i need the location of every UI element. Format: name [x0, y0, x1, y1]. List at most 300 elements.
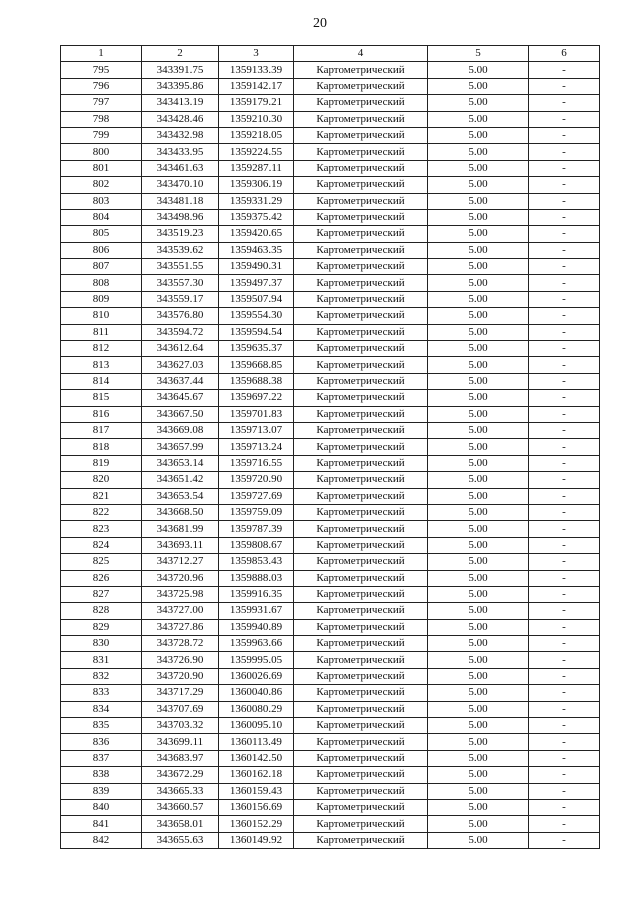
y-coordinate-cell: 1359554.30 — [219, 308, 294, 324]
x-coordinate-cell: 343651.42 — [142, 472, 219, 488]
point-number-cell: 810 — [61, 308, 142, 324]
note-cell: - — [529, 799, 600, 815]
point-number-cell: 817 — [61, 422, 142, 438]
x-coordinate-cell: 343665.33 — [142, 783, 219, 799]
column-header: 5 — [428, 46, 529, 62]
method-cell: Картометрический — [294, 439, 428, 455]
table-row — [61, 95, 600, 111]
y-coordinate-cell: 1359759.09 — [219, 504, 294, 520]
x-coordinate-cell: 343668.50 — [142, 504, 219, 520]
point-number-cell: 803 — [61, 193, 142, 209]
y-coordinate-cell: 1359713.24 — [219, 439, 294, 455]
x-coordinate-cell: 343720.90 — [142, 668, 219, 684]
point-number-cell: 837 — [61, 750, 142, 766]
y-coordinate-cell: 1360149.92 — [219, 832, 294, 848]
table-row — [61, 472, 600, 488]
accuracy-cell: 5.00 — [428, 472, 529, 488]
note-cell: - — [529, 357, 600, 373]
point-number-cell: 824 — [61, 537, 142, 553]
x-coordinate-cell: 343683.97 — [142, 750, 219, 766]
table-row — [61, 406, 600, 422]
y-coordinate-cell: 1360113.49 — [219, 734, 294, 750]
method-cell: Картометрический — [294, 193, 428, 209]
accuracy-cell: 5.00 — [428, 504, 529, 520]
note-cell: - — [529, 504, 600, 520]
method-cell: Картометрический — [294, 127, 428, 143]
method-cell: Картометрический — [294, 455, 428, 471]
table-row — [61, 160, 600, 176]
method-cell: Картометрический — [294, 291, 428, 307]
y-coordinate-cell: 1359218.05 — [219, 127, 294, 143]
column-header: 2 — [142, 46, 219, 62]
table-row — [61, 308, 600, 324]
point-number-cell: 842 — [61, 832, 142, 848]
method-cell: Картометрический — [294, 357, 428, 373]
note-cell: - — [529, 439, 600, 455]
note-cell: - — [529, 783, 600, 799]
table-row — [61, 537, 600, 553]
accuracy-cell: 5.00 — [428, 324, 529, 340]
accuracy-cell: 5.00 — [428, 111, 529, 127]
x-coordinate-cell: 343539.62 — [142, 242, 219, 258]
note-cell: - — [529, 767, 600, 783]
method-cell: Картометрический — [294, 668, 428, 684]
y-coordinate-cell: 1359940.89 — [219, 619, 294, 635]
table-row — [61, 521, 600, 537]
accuracy-cell: 5.00 — [428, 422, 529, 438]
point-number-cell: 821 — [61, 488, 142, 504]
method-cell: Картометрический — [294, 226, 428, 242]
point-number-cell: 814 — [61, 373, 142, 389]
accuracy-cell: 5.00 — [428, 373, 529, 389]
table-row — [61, 422, 600, 438]
x-coordinate-cell: 343658.01 — [142, 816, 219, 832]
point-number-cell: 829 — [61, 619, 142, 635]
method-cell: Картометрический — [294, 783, 428, 799]
accuracy-cell: 5.00 — [428, 177, 529, 193]
table-row — [61, 767, 600, 783]
method-cell: Картометрический — [294, 570, 428, 586]
note-cell: - — [529, 259, 600, 275]
x-coordinate-cell: 343655.63 — [142, 832, 219, 848]
table-row — [61, 242, 600, 258]
point-number-cell: 808 — [61, 275, 142, 291]
note-cell: - — [529, 324, 600, 340]
note-cell: - — [529, 226, 600, 242]
note-cell: - — [529, 685, 600, 701]
x-coordinate-cell: 343726.90 — [142, 652, 219, 668]
note-cell: - — [529, 291, 600, 307]
point-number-cell: 833 — [61, 685, 142, 701]
method-cell: Картометрический — [294, 537, 428, 553]
note-cell: - — [529, 603, 600, 619]
x-coordinate-cell: 343727.86 — [142, 619, 219, 635]
table-row — [61, 111, 600, 127]
y-coordinate-cell: 1359287.11 — [219, 160, 294, 176]
column-header: 4 — [294, 46, 428, 62]
x-coordinate-cell: 343432.98 — [142, 127, 219, 143]
table-row — [61, 832, 600, 848]
method-cell: Картометрический — [294, 685, 428, 701]
table-row — [61, 504, 600, 520]
x-coordinate-cell: 343551.55 — [142, 259, 219, 275]
x-coordinate-cell: 343481.18 — [142, 193, 219, 209]
y-coordinate-cell: 1359668.85 — [219, 357, 294, 373]
y-coordinate-cell: 1359716.55 — [219, 455, 294, 471]
note-cell: - — [529, 308, 600, 324]
x-coordinate-cell: 343653.54 — [142, 488, 219, 504]
y-coordinate-cell: 1360152.29 — [219, 816, 294, 832]
y-coordinate-cell: 1360026.69 — [219, 668, 294, 684]
table-row — [61, 718, 600, 734]
method-cell: Картометрический — [294, 406, 428, 422]
x-coordinate-cell: 343707.69 — [142, 701, 219, 717]
y-coordinate-cell: 1359375.42 — [219, 209, 294, 225]
y-coordinate-cell: 1359853.43 — [219, 554, 294, 570]
note-cell: - — [529, 95, 600, 111]
accuracy-cell: 5.00 — [428, 570, 529, 586]
note-cell: - — [529, 718, 600, 734]
method-cell: Картометрический — [294, 242, 428, 258]
method-cell: Картометрический — [294, 422, 428, 438]
y-coordinate-cell: 1359635.37 — [219, 341, 294, 357]
method-cell: Картометрический — [294, 652, 428, 668]
accuracy-cell: 5.00 — [428, 718, 529, 734]
x-coordinate-cell: 343669.08 — [142, 422, 219, 438]
table-row — [61, 62, 600, 78]
accuracy-cell: 5.00 — [428, 603, 529, 619]
note-cell: - — [529, 160, 600, 176]
note-cell: - — [529, 554, 600, 570]
point-number-cell: 799 — [61, 127, 142, 143]
method-cell: Картометрический — [294, 603, 428, 619]
method-cell: Картометрический — [294, 504, 428, 520]
accuracy-cell: 5.00 — [428, 308, 529, 324]
point-number-cell: 801 — [61, 160, 142, 176]
y-coordinate-cell: 1359306.19 — [219, 177, 294, 193]
note-cell: - — [529, 373, 600, 389]
x-coordinate-cell: 343433.95 — [142, 144, 219, 160]
y-coordinate-cell: 1359224.55 — [219, 144, 294, 160]
note-cell: - — [529, 488, 600, 504]
point-number-cell: 831 — [61, 652, 142, 668]
point-number-cell: 798 — [61, 111, 142, 127]
x-coordinate-cell: 343391.75 — [142, 62, 219, 78]
point-number-cell: 804 — [61, 209, 142, 225]
note-cell: - — [529, 209, 600, 225]
note-cell: - — [529, 832, 600, 848]
table-row — [61, 701, 600, 717]
note-cell: - — [529, 275, 600, 291]
accuracy-cell: 5.00 — [428, 209, 529, 225]
accuracy-cell: 5.00 — [428, 832, 529, 848]
accuracy-cell: 5.00 — [428, 62, 529, 78]
method-cell: Картометрический — [294, 816, 428, 832]
point-number-cell: 820 — [61, 472, 142, 488]
y-coordinate-cell: 1359420.65 — [219, 226, 294, 242]
x-coordinate-cell: 343461.63 — [142, 160, 219, 176]
table-row — [61, 783, 600, 799]
accuracy-cell: 5.00 — [428, 341, 529, 357]
method-cell: Картометрический — [294, 341, 428, 357]
method-cell: Картометрический — [294, 832, 428, 848]
point-number-cell: 834 — [61, 701, 142, 717]
note-cell: - — [529, 586, 600, 602]
table-row — [61, 816, 600, 832]
y-coordinate-cell: 1359133.39 — [219, 62, 294, 78]
point-number-cell: 832 — [61, 668, 142, 684]
y-coordinate-cell: 1359594.54 — [219, 324, 294, 340]
point-number-cell: 813 — [61, 357, 142, 373]
accuracy-cell: 5.00 — [428, 636, 529, 652]
point-number-cell: 838 — [61, 767, 142, 783]
accuracy-cell: 5.00 — [428, 193, 529, 209]
column-header: 6 — [529, 46, 600, 62]
y-coordinate-cell: 1359995.05 — [219, 652, 294, 668]
note-cell: - — [529, 472, 600, 488]
point-number-cell: 823 — [61, 521, 142, 537]
accuracy-cell: 5.00 — [428, 439, 529, 455]
note-cell: - — [529, 242, 600, 258]
note-cell: - — [529, 127, 600, 143]
table-row — [61, 455, 600, 471]
y-coordinate-cell: 1359331.29 — [219, 193, 294, 209]
point-number-cell: 802 — [61, 177, 142, 193]
y-coordinate-cell: 1359179.21 — [219, 95, 294, 111]
x-coordinate-cell: 343470.10 — [142, 177, 219, 193]
y-coordinate-cell: 1360095.10 — [219, 718, 294, 734]
y-coordinate-cell: 1359916.35 — [219, 586, 294, 602]
x-coordinate-cell: 343519.23 — [142, 226, 219, 242]
column-header: 1 — [61, 46, 142, 62]
x-coordinate-cell: 343559.17 — [142, 291, 219, 307]
point-number-cell: 807 — [61, 259, 142, 275]
method-cell: Картометрический — [294, 308, 428, 324]
x-coordinate-cell: 343699.11 — [142, 734, 219, 750]
table-row — [61, 144, 600, 160]
x-coordinate-cell: 343717.29 — [142, 685, 219, 701]
point-number-cell: 835 — [61, 718, 142, 734]
y-coordinate-cell: 1360159.43 — [219, 783, 294, 799]
method-cell: Картометрический — [294, 472, 428, 488]
x-coordinate-cell: 343681.99 — [142, 521, 219, 537]
x-coordinate-cell: 343712.27 — [142, 554, 219, 570]
table-row — [61, 341, 600, 357]
method-cell: Картометрический — [294, 554, 428, 570]
accuracy-cell: 5.00 — [428, 406, 529, 422]
note-cell: - — [529, 111, 600, 127]
accuracy-cell: 5.00 — [428, 455, 529, 471]
accuracy-cell: 5.00 — [428, 619, 529, 635]
table-row — [61, 586, 600, 602]
table-row — [61, 357, 600, 373]
accuracy-cell: 5.00 — [428, 799, 529, 815]
point-number-cell: 819 — [61, 455, 142, 471]
table-row — [61, 554, 600, 570]
note-cell: - — [529, 652, 600, 668]
note-cell: - — [529, 734, 600, 750]
point-number-cell: 827 — [61, 586, 142, 602]
y-coordinate-cell: 1359808.67 — [219, 537, 294, 553]
note-cell: - — [529, 62, 600, 78]
note-cell: - — [529, 619, 600, 635]
note-cell: - — [529, 341, 600, 357]
x-coordinate-cell: 343728.72 — [142, 636, 219, 652]
y-coordinate-cell: 1359507.94 — [219, 291, 294, 307]
accuracy-cell: 5.00 — [428, 668, 529, 684]
table-row — [61, 734, 600, 750]
y-coordinate-cell: 1360142.50 — [219, 750, 294, 766]
table-row — [61, 750, 600, 766]
method-cell: Картометрический — [294, 324, 428, 340]
table-row — [61, 390, 600, 406]
accuracy-cell: 5.00 — [428, 767, 529, 783]
x-coordinate-cell: 343660.57 — [142, 799, 219, 815]
y-coordinate-cell: 1359697.22 — [219, 390, 294, 406]
point-number-cell: 839 — [61, 783, 142, 799]
table-row — [61, 324, 600, 340]
point-number-cell: 811 — [61, 324, 142, 340]
table-row — [61, 78, 600, 94]
table-row — [61, 259, 600, 275]
accuracy-cell: 5.00 — [428, 275, 529, 291]
x-coordinate-cell: 343428.46 — [142, 111, 219, 127]
accuracy-cell: 5.00 — [428, 488, 529, 504]
accuracy-cell: 5.00 — [428, 750, 529, 766]
x-coordinate-cell: 343413.19 — [142, 95, 219, 111]
table-row — [61, 177, 600, 193]
accuracy-cell: 5.00 — [428, 586, 529, 602]
y-coordinate-cell: 1359713.07 — [219, 422, 294, 438]
point-number-cell: 796 — [61, 78, 142, 94]
y-coordinate-cell: 1359787.39 — [219, 521, 294, 537]
point-number-cell: 815 — [61, 390, 142, 406]
point-number-cell: 800 — [61, 144, 142, 160]
point-number-cell: 816 — [61, 406, 142, 422]
point-number-cell: 841 — [61, 816, 142, 832]
accuracy-cell: 5.00 — [428, 521, 529, 537]
column-header: 3 — [219, 46, 294, 62]
point-number-cell: 836 — [61, 734, 142, 750]
accuracy-cell: 5.00 — [428, 357, 529, 373]
note-cell: - — [529, 455, 600, 471]
y-coordinate-cell: 1360162.18 — [219, 767, 294, 783]
method-cell: Картометрический — [294, 177, 428, 193]
table-row — [61, 685, 600, 701]
y-coordinate-cell: 1359688.38 — [219, 373, 294, 389]
accuracy-cell: 5.00 — [428, 816, 529, 832]
accuracy-cell: 5.00 — [428, 783, 529, 799]
method-cell: Картометрический — [294, 209, 428, 225]
point-number-cell: 825 — [61, 554, 142, 570]
method-cell: Картометрический — [294, 62, 428, 78]
table-row — [61, 619, 600, 635]
method-cell: Картометрический — [294, 734, 428, 750]
point-number-cell: 830 — [61, 636, 142, 652]
x-coordinate-cell: 343653.14 — [142, 455, 219, 471]
y-coordinate-cell: 1359963.66 — [219, 636, 294, 652]
accuracy-cell: 5.00 — [428, 734, 529, 750]
y-coordinate-cell: 1359931.67 — [219, 603, 294, 619]
table-row — [61, 209, 600, 225]
x-coordinate-cell: 343672.29 — [142, 767, 219, 783]
table-row — [61, 127, 600, 143]
accuracy-cell: 5.00 — [428, 127, 529, 143]
x-coordinate-cell: 343703.32 — [142, 718, 219, 734]
accuracy-cell: 5.00 — [428, 554, 529, 570]
method-cell: Картометрический — [294, 636, 428, 652]
x-coordinate-cell: 343612.64 — [142, 341, 219, 357]
x-coordinate-cell: 343725.98 — [142, 586, 219, 602]
y-coordinate-cell: 1360040.86 — [219, 685, 294, 701]
method-cell: Картометрический — [294, 701, 428, 717]
x-coordinate-cell: 343720.96 — [142, 570, 219, 586]
table-row — [61, 488, 600, 504]
point-number-cell: 840 — [61, 799, 142, 815]
method-cell: Картометрический — [294, 95, 428, 111]
note-cell: - — [529, 406, 600, 422]
method-cell: Картометрический — [294, 488, 428, 504]
y-coordinate-cell: 1359142.17 — [219, 78, 294, 94]
point-number-cell: 828 — [61, 603, 142, 619]
accuracy-cell: 5.00 — [428, 701, 529, 717]
accuracy-cell: 5.00 — [428, 390, 529, 406]
note-cell: - — [529, 78, 600, 94]
accuracy-cell: 5.00 — [428, 259, 529, 275]
accuracy-cell: 5.00 — [428, 242, 529, 258]
method-cell: Картометрический — [294, 619, 428, 635]
table-row — [61, 439, 600, 455]
note-cell: - — [529, 570, 600, 586]
note-cell: - — [529, 668, 600, 684]
x-coordinate-cell: 343645.67 — [142, 390, 219, 406]
method-cell: Картометрический — [294, 767, 428, 783]
point-number-cell: 805 — [61, 226, 142, 242]
table-row — [61, 668, 600, 684]
y-coordinate-cell: 1360156.69 — [219, 799, 294, 815]
method-cell: Картометрический — [294, 521, 428, 537]
x-coordinate-cell: 343395.86 — [142, 78, 219, 94]
note-cell: - — [529, 144, 600, 160]
point-number-cell: 826 — [61, 570, 142, 586]
note-cell: - — [529, 521, 600, 537]
x-coordinate-cell: 343576.80 — [142, 308, 219, 324]
x-coordinate-cell: 343727.00 — [142, 603, 219, 619]
point-number-cell: 818 — [61, 439, 142, 455]
note-cell: - — [529, 177, 600, 193]
page-number: 20 — [313, 16, 327, 31]
accuracy-cell: 5.00 — [428, 685, 529, 701]
note-cell: - — [529, 750, 600, 766]
note-cell: - — [529, 390, 600, 406]
point-number-cell: 809 — [61, 291, 142, 307]
method-cell: Картометрический — [294, 144, 428, 160]
table-header-row — [61, 46, 600, 62]
y-coordinate-cell: 1359701.83 — [219, 406, 294, 422]
point-number-cell: 812 — [61, 341, 142, 357]
table-row — [61, 291, 600, 307]
table-row — [61, 226, 600, 242]
table-row — [61, 799, 600, 815]
x-coordinate-cell: 343594.72 — [142, 324, 219, 340]
method-cell: Картометрический — [294, 111, 428, 127]
table-row — [61, 275, 600, 291]
table-row — [61, 570, 600, 586]
point-number-cell: 806 — [61, 242, 142, 258]
method-cell: Картометрический — [294, 373, 428, 389]
x-coordinate-cell: 343498.96 — [142, 209, 219, 225]
y-coordinate-cell: 1360080.29 — [219, 701, 294, 717]
